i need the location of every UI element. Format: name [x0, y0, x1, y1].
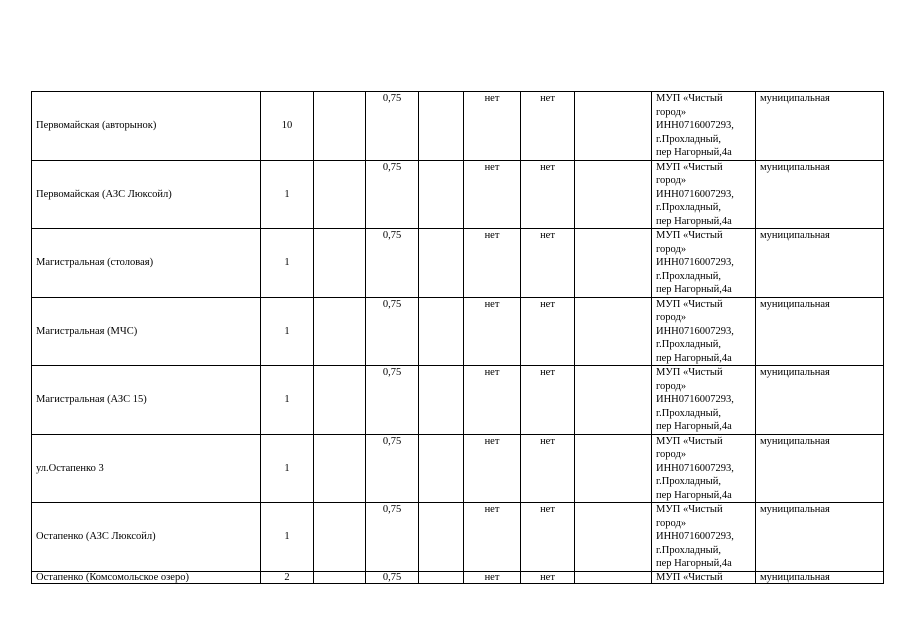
container-sites-table — [31, 91, 884, 584]
empty-cell — [314, 366, 366, 435]
flag-b-cell: нет — [521, 434, 575, 503]
container-count-cell: 1 — [261, 160, 314, 229]
ownership-type-cell: муниципальная — [756, 92, 884, 161]
empty-cell — [314, 503, 366, 572]
site-name-cell: Магистральная (столовая) — [32, 229, 261, 298]
owner-cell: МУП «Чистый город» ИНН0716007293, г.Прохладный, пер Нагорный,4а — [652, 366, 756, 435]
ownership-type-cell: муниципальная — [756, 434, 884, 503]
table-row — [32, 434, 884, 503]
flag-a-cell: нет — [464, 571, 521, 583]
flag-b-cell: нет — [521, 571, 575, 583]
owner-cell: МУП «Чистый город» ИНН0716007293, г.Прохладный, пер Нагорный,4а — [652, 434, 756, 503]
container-volume-cell: 0,75 — [366, 160, 419, 229]
empty-cell — [575, 503, 652, 572]
container-count-cell: 1 — [261, 229, 314, 298]
ownership-type-cell: муниципальная — [756, 571, 884, 583]
ownership-type-cell: муниципальная — [756, 297, 884, 366]
container-count-cell: 1 — [261, 366, 314, 435]
flag-a-cell: нет — [464, 434, 521, 503]
container-count-cell: 2 — [261, 571, 314, 583]
empty-cell — [575, 229, 652, 298]
empty-cell — [575, 571, 652, 583]
flag-b-cell: нет — [521, 297, 575, 366]
container-count-cell: 10 — [261, 92, 314, 161]
flag-a-cell: нет — [464, 297, 521, 366]
ownership-type-cell: муниципальная — [756, 366, 884, 435]
owner-cell: МУП «Чистый город» ИНН0716007293, г.Прохладный, пер Нагорный,4а — [652, 297, 756, 366]
table-body — [32, 92, 884, 584]
container-volume-cell: 0,75 — [366, 571, 419, 583]
empty-cell — [314, 92, 366, 161]
ownership-type-cell: муниципальная — [756, 503, 884, 572]
site-name-cell: Остапенко (АЗС Люксойл) — [32, 503, 261, 572]
table-row — [32, 571, 884, 583]
table-row — [32, 297, 884, 366]
empty-cell — [575, 366, 652, 435]
site-name-cell: Первомайская (авторынок) — [32, 92, 261, 161]
container-volume-cell: 0,75 — [366, 297, 419, 366]
table-row — [32, 229, 884, 298]
owner-cell: МУП «Чистый город» ИНН0716007293, г.Прохладный, пер Нагорный,4а — [652, 92, 756, 161]
empty-cell — [575, 92, 652, 161]
table-row — [32, 366, 884, 435]
table-row — [32, 160, 884, 229]
flag-b-cell: нет — [521, 503, 575, 572]
table-row — [32, 92, 884, 161]
owner-cell: МУП «Чистый город» ИНН0716007293, г.Прохладный, пер Нагорный,4а — [652, 503, 756, 572]
empty-cell — [419, 366, 464, 435]
empty-cell — [419, 297, 464, 366]
flag-a-cell: нет — [464, 366, 521, 435]
empty-cell — [314, 160, 366, 229]
site-name-cell: Магистральная (МЧС) — [32, 297, 261, 366]
container-volume-cell: 0,75 — [366, 503, 419, 572]
container-count-cell: 1 — [261, 297, 314, 366]
owner-cell: МУП «Чистый город» ИНН0716007293, г.Прохладный, пер Нагорный,4а — [652, 229, 756, 298]
flag-a-cell: нет — [464, 229, 521, 298]
flag-b-cell: нет — [521, 160, 575, 229]
table-row — [32, 503, 884, 572]
empty-cell — [419, 434, 464, 503]
empty-cell — [419, 229, 464, 298]
owner-cell: МУП «Чистый — [652, 571, 756, 583]
site-name-cell: Первомайская (АЗС Люксойл) — [32, 160, 261, 229]
empty-cell — [419, 571, 464, 583]
empty-cell — [419, 503, 464, 572]
site-name-cell: Остапенко (Комсомольское озеро) — [32, 571, 261, 583]
empty-cell — [314, 297, 366, 366]
empty-cell — [419, 160, 464, 229]
container-volume-cell: 0,75 — [366, 229, 419, 298]
container-count-cell: 1 — [261, 503, 314, 572]
empty-cell — [575, 297, 652, 366]
empty-cell — [314, 571, 366, 583]
flag-a-cell: нет — [464, 92, 521, 161]
empty-cell — [575, 160, 652, 229]
flag-a-cell: нет — [464, 503, 521, 572]
container-volume-cell: 0,75 — [366, 92, 419, 161]
empty-cell — [314, 434, 366, 503]
flag-b-cell: нет — [521, 92, 575, 161]
flag-b-cell: нет — [521, 229, 575, 298]
empty-cell — [419, 92, 464, 161]
owner-cell: МУП «Чистый город» ИНН0716007293, г.Прохладный, пер Нагорный,4а — [652, 160, 756, 229]
site-name-cell: ул.Остапенко 3 — [32, 434, 261, 503]
container-count-cell: 1 — [261, 434, 314, 503]
ownership-type-cell: муниципальная — [756, 160, 884, 229]
container-volume-cell: 0,75 — [366, 434, 419, 503]
site-name-cell: Магистральная (АЗС 15) — [32, 366, 261, 435]
flag-a-cell: нет — [464, 160, 521, 229]
empty-cell — [575, 434, 652, 503]
ownership-type-cell: муниципальная — [756, 229, 884, 298]
container-volume-cell: 0,75 — [366, 366, 419, 435]
flag-b-cell: нет — [521, 366, 575, 435]
empty-cell — [314, 229, 366, 298]
